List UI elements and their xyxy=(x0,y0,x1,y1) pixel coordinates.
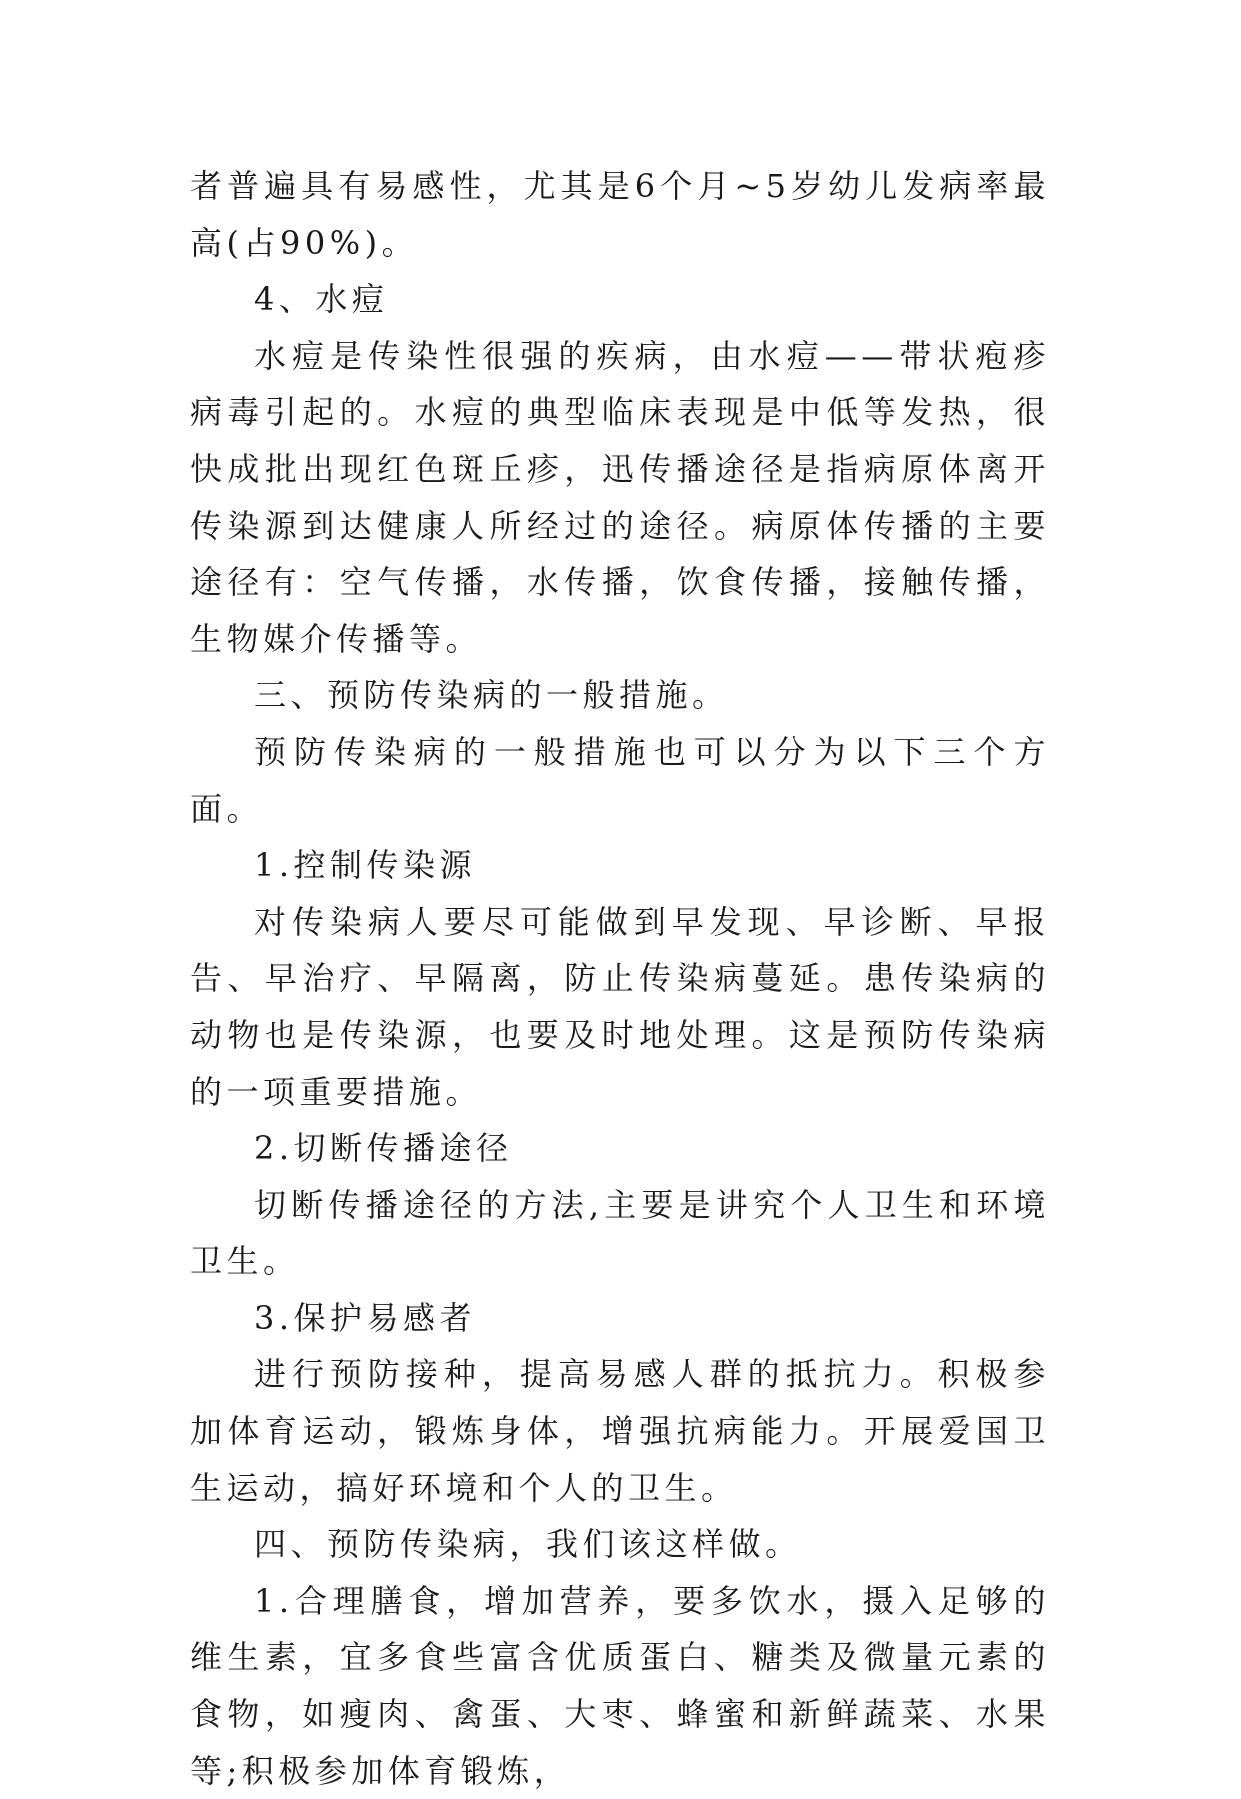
section-heading-what-to-do: 四、预防传染病，我们该这样做。 xyxy=(254,1525,802,1564)
section-heading-prevention-measures: 三、预防传染病的一般措施。 xyxy=(254,676,729,715)
section-heading-chickenpox: 4、水痘 xyxy=(254,280,389,319)
subheading-control-source: 1.控制传染源 xyxy=(254,846,477,885)
paragraph-chickenpox: 水痘是传染性很强的疾病，由水痘——带状疱疹病毒引起的。水痘的典型临床表现是中低等发热，很快成批出现红色斑丘疹，迅传播途径是指病原体离开传染源到达健康人所经过的途径。病原体传播的主要途径有：空气传播，水传播，饮食传播，接触传播，生物媒介传播等。 xyxy=(190,336,1050,658)
paragraph-diet: 1.合理膳食，增加营养，要多饮水，摄入足够的维生素，宜多食些富含优质蛋白、糖类及微量元素的食物，如瘦肉、禽蛋、大枣、蜂蜜和新鲜蔬菜、水果等;积极参加体育锻炼， xyxy=(190,1581,1050,1790)
paragraph-prevention-intro: 预防传染病的一般措施也可以分为以下三个方面。 xyxy=(190,732,1050,828)
paragraph-control-source: 对传染病人要尽可能做到早发现、早诊断、早报告、早治疗、早隔离，防止传染病蔓延。患传染病的动物也是传染源，也要及时地处理。这是预防传染病的一项重要措施。 xyxy=(190,902,1050,1111)
paragraph-cut-transmission: 切断传播途径的方法,主要是讲究个人卫生和环境卫生。 xyxy=(190,1185,1050,1281)
paragraph-protect-susceptible: 进行预防接种，提高易感人群的抵抗力。积极参加体育运动，锻炼身体，增强抗病能力。开展爱国卫生运动，搞好环境和个人的卫生。 xyxy=(190,1355,1050,1507)
subheading-protect-susceptible: 3.保护易感者 xyxy=(254,1298,477,1337)
subheading-cut-transmission: 2.切断传播途径 xyxy=(254,1129,513,1168)
document-body xyxy=(190,158,1050,1799)
paragraph-1: 者普遍具有易感性，尤其是6个月~5岁幼儿发病率最高(占90%)。 xyxy=(190,167,1050,262)
